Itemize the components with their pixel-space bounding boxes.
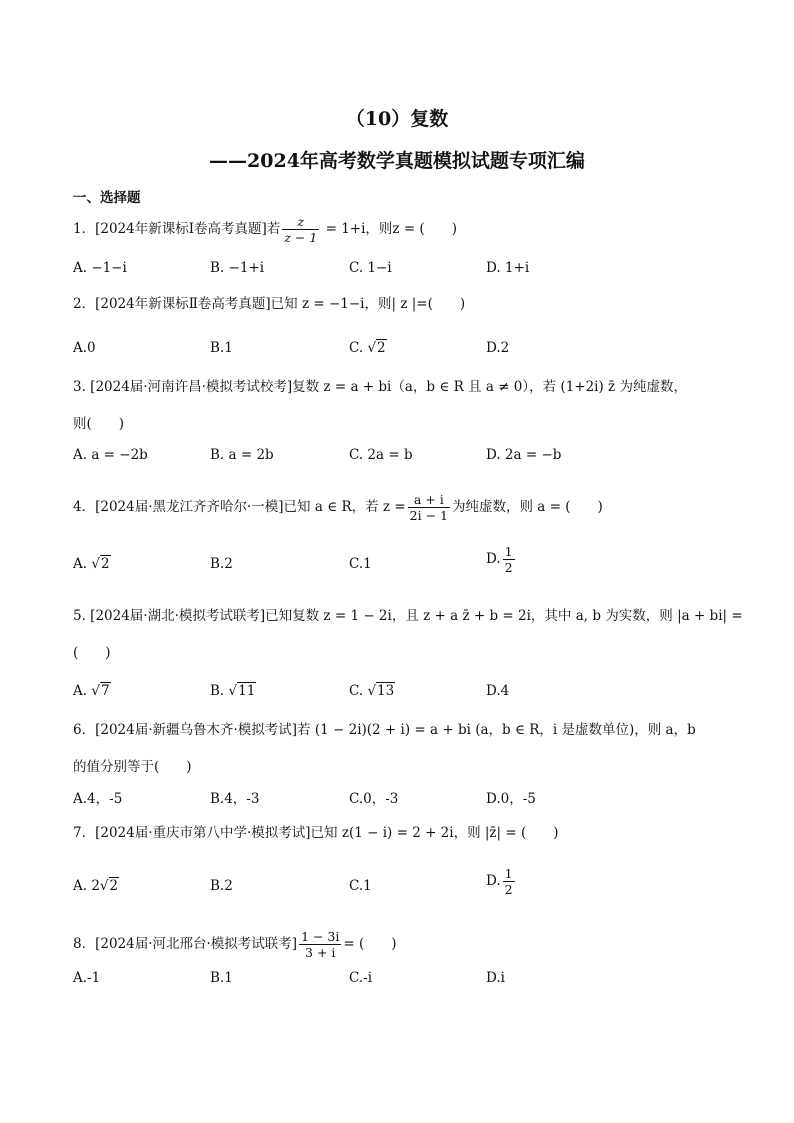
- q2-option-c: C. √2: [349, 340, 386, 356]
- question-1-source: [2024年新课标Ⅰ卷高考真题]若: [95, 221, 281, 237]
- q1-option-d: D. 1+i: [486, 260, 530, 276]
- q8-option-b: B.1: [210, 970, 233, 986]
- q2-option-a: A.0: [73, 340, 96, 356]
- q8-option-d: D.i: [486, 970, 505, 986]
- q5-option-d: D.4: [486, 683, 510, 699]
- question-8-fraction: $\frac{1 - 3i}{3 + i}$: [301, 929, 340, 960]
- question-6-line-1: 6．[2024届·新疆乌鲁木齐·模拟考试]若 (1 − 2i)(2 + i) = a + bi (a，b ∈ R，i 是虚数单位)，则 a，b: [73, 722, 696, 738]
- sqrt-symbol: √2: [367, 340, 386, 356]
- question-5-line-2: ( ): [73, 645, 111, 661]
- q8-option-c: C.-i: [349, 970, 373, 986]
- q7-option-c: C.1: [349, 878, 372, 894]
- question-1: 1．[2024年新课标Ⅰ卷高考真题]若 $\frac{z}{z - 1}$ = 1+i，则z = ( ): [73, 214, 457, 245]
- q6-option-d: D.0，-5: [486, 791, 536, 807]
- q6-option-c: C.0，-3: [349, 791, 399, 807]
- q5-option-c: C. √13: [349, 683, 395, 699]
- q4-option-a: A. √2: [73, 556, 110, 572]
- question-1-fraction: $\frac{z}{z - 1}$: [284, 214, 318, 245]
- question-7: 7．[2024届·重庆市第八中学·模拟考试]已知 z(1 − i) = 2 + 2i，则 |z̄| = ( ): [73, 825, 559, 841]
- question-4-fraction: $\frac{a + i}{2i - 1}$: [409, 492, 448, 523]
- q1-option-b: B. −1+i: [210, 260, 265, 276]
- q4-option-d: D. $\frac{1}{2}$: [486, 544, 513, 575]
- q6-option-b: B.4，-3: [210, 791, 260, 807]
- sqrt-symbol: √13: [367, 683, 395, 699]
- page-subtitle: ——2024年高考数学真题模拟试题专项汇编: [209, 150, 585, 172]
- q3-option-a: A. a = −2b: [73, 447, 148, 463]
- q5-option-b: B. √11: [210, 683, 256, 699]
- q7-option-a: A. 2√2: [73, 878, 119, 894]
- q5-option-a: A. √7: [73, 683, 110, 699]
- q3-option-b: B. a = 2b: [210, 447, 274, 463]
- q1-option-a: A. −1−i: [73, 260, 127, 276]
- question-8: 8．[2024届·河北邢台·模拟考试联考] $\frac{1 - 3i}{3 + i}$ = ( ): [73, 929, 397, 960]
- q4-option-b: B.2: [210, 556, 233, 572]
- q4-option-c: C.1: [349, 556, 372, 572]
- sqrt-symbol: √11: [228, 683, 256, 699]
- q7-option-b: B.2: [210, 878, 233, 894]
- section-heading: 一、选择题: [73, 190, 141, 206]
- q8-option-a: A.-1: [73, 970, 101, 986]
- q2-option-d: D.2: [486, 340, 510, 356]
- question-6-line-2: 的值分别等于( ): [73, 759, 192, 775]
- q2-option-b: B.1: [210, 340, 233, 356]
- sqrt-symbol: √2: [91, 556, 110, 572]
- question-5-line-1: 5. [2024届·湖北·模拟考试联考]已知复数 z = 1 − 2i，且 z + a z̄ + b = 2i，其中 a, b 为实数，则 |a + bi| =: [73, 608, 743, 624]
- q7-option-d: D. $\frac{1}{2}$: [486, 866, 513, 897]
- question-3-line-2: 则( ): [73, 416, 125, 432]
- sqrt-symbol: √2: [99, 878, 119, 894]
- q1-option-c: C. 1−i: [349, 260, 392, 276]
- page-title: （10）复数: [345, 108, 449, 130]
- q6-option-a: A.4，-5: [73, 791, 123, 807]
- q3-option-d: D. 2a = −b: [486, 447, 562, 463]
- sqrt-symbol: √7: [91, 683, 110, 699]
- question-3-line-1: 3. [2024届·河南许昌·模拟考试校考]复数 z = a + bi（a，b ∈ R 且 a ≠ 0），若 (1+2i) z̄ 为纯虚数，: [73, 379, 687, 395]
- question-4: 4．[2024届·黑龙江齐齐哈尔·一模]已知 a ∈ R，若 z = $\frac{a + i}{2i - 1}$ 为纯虚数，则 a = ( ): [73, 492, 603, 523]
- question-2: 2．[2024年新课标Ⅱ卷高考真题]已知 z = −1−i，则| z |=( ): [73, 296, 466, 312]
- q3-option-c: C. 2a = b: [349, 447, 413, 463]
